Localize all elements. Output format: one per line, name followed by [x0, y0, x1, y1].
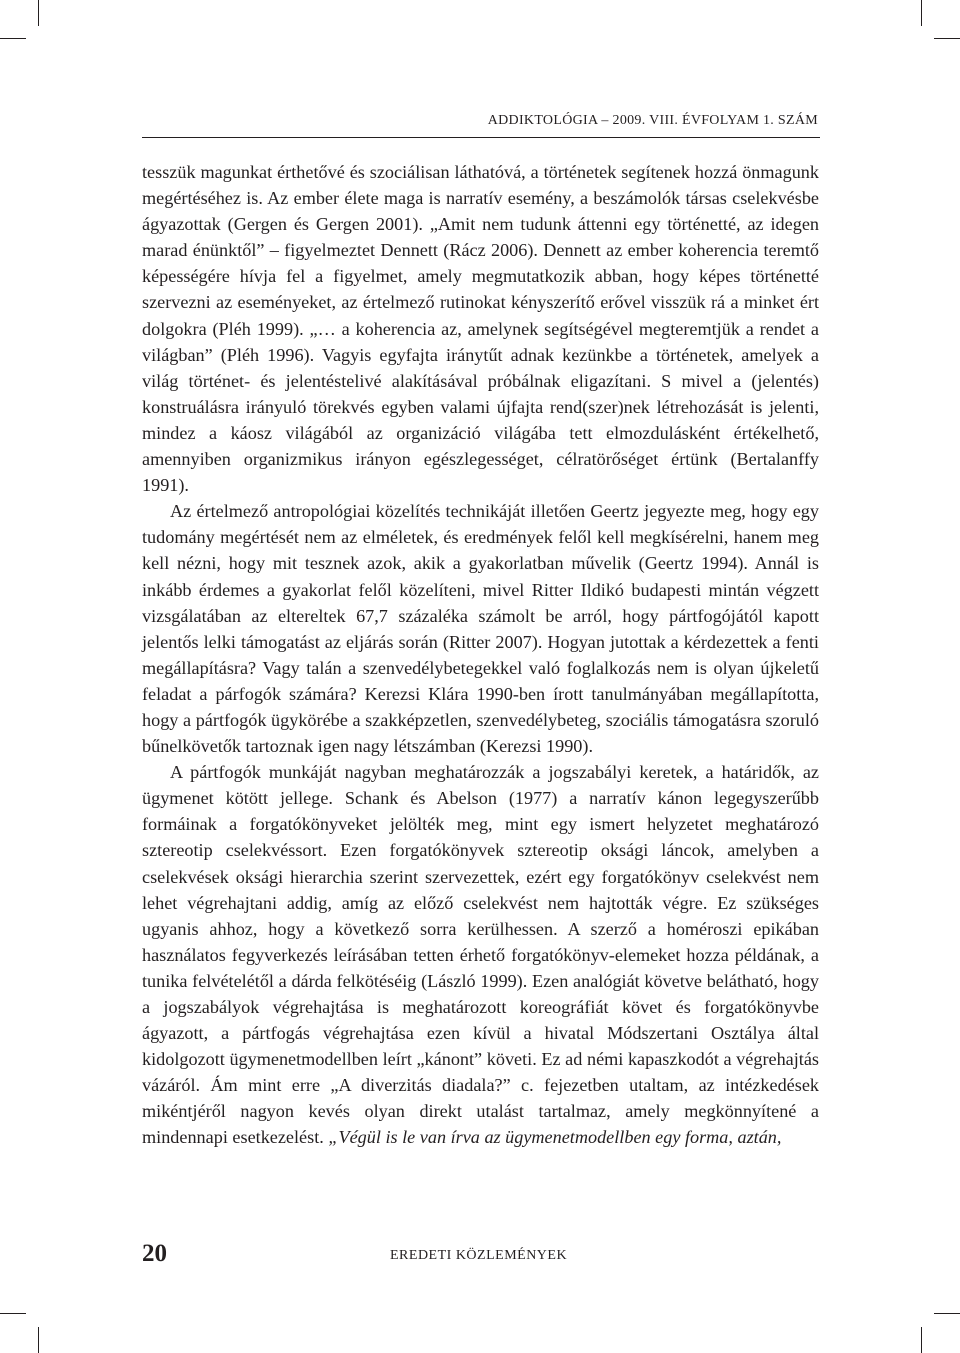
crop-mark [934, 1313, 960, 1314]
italic-quote: „Végül is le van írva az ügymenetmodellben egy forma, aztán, [328, 1127, 782, 1148]
paragraph: tesszük magunkat érthetővé és szociálisan láthatóvá, a történetek segítenek hozzá önmagunk megértéséhez is. Az ember élete maga is narratív esemény, a beszámolók társas cselekvésbe ágyazottak (Gergen és Gergen 2001). „Amit nem tudunk áttenni egy történetté, az idegen marad énünktől” – figyelmeztet Dennett (Rácz 2006). Dennett az ember koherencia teremtő képességére hívja fel a figyelmet, amely megmutatkozik abban, hogy képes történetté szervezni az eseményeket, az értelmező rutinokat kényszerítő erővel visszük rá a minket ért dolgokra (Pléh 1999). „… a koherencia az, amelynek segítségével megteremtjük a rendet a világban” (Pléh 1996). Vagyis egyfajta iránytűt adnak kezünkbe a történetek, amelyek a világ történet- és jelentéstelivé alakításával próbálnak eligazítani. S mivel a (jelentés) konstruálásra irányuló törekvés egyben valami újfajta rend(szer)nek létrehozását is jelenti, mindez a káosz világából az organizáció világába tett elmozdulásként értékelhető, amennyiben organizmikus irányon egészlegességet, célratörőséget értünk (Bertalanffy 1991). [142, 162, 819, 496]
crop-mark [921, 1327, 922, 1353]
section-label: EREDETI KÖZLEMÉNYEK [390, 1248, 568, 1263]
crop-mark [934, 38, 960, 39]
paragraph: Az értelmező antropológiai közelítés technikáját illetően Geertz jegyezte meg, hogy egy tudomány megértését nem az elméletek, és eredmények felől kell megkísérelni, hanem meg kell nézni, hogy mit tesznek azok, akik a gyakorlatban művelik (Geertz 1994). Annál is inkább érdemes a gyakorlat felől közelíteni, mivel Ritter Ildikó budapesti mintán végzett vizsgálatában az eltereltek 67,7 százaléka számolt be arról, hogy pártfogójától kapott jelentős lelki támogatást az eljárás során (Ritter 2007). Hogyan jutottak a kérdezettek a fenti megállapításra? Vagy talán a szenvedélybetegekkel való foglalkozás nem is olyan újkeletű feladat a párfogók számára? Kerezsi Klára 1990-ben írott tanulmányában megállapította, hogy a pártfogók ügykörébe a szakképzetlen, szenvedélybeteg, szociális támogatásra szoruló bűnelkövetők tartoznak igen nagy létszámban (Kerezsi 1990). [142, 501, 819, 757]
running-header: ADDIKTOLÓGIA – 2009. VIII. ÉVFOLYAM 1. SZÁM [487, 113, 818, 128]
body-text [142, 159, 819, 1151]
page-number: 20 [142, 1240, 167, 1267]
crop-mark [0, 38, 26, 39]
paragraph [142, 759, 819, 1150]
paragraph-text: A pártfogók munkáját nagyban meghatározzák a jogszabályi keretek, a határidők, az ügymenet kötött jellege. Schank és Abelson (1977) a narratív kánon legegyszerűbb formáinak a forgatókönyveket jelölték meg, mint egy ismert helyzetet meghatározó sztereotip cselekvéssort. Ezen forgatókönyvek sztereotip oksági láncok, amelyben a cselekvések oksági hierarchia szerint szervezettek, ezért egy forgatókönyv cselekvést nem lehet végrehajtani addig, amíg az előző cselekvést nem hajtották végre. Ez szükséges ugyanis ahhoz, hogy a következő sorra kerülhessen. A szerző a homéroszi epikában használatos fegyverkezés leírásában tetten érhető forgatókönyv-elemeket hozza példának, a tunika felvételétől a dárda felkötéséig (László 1999). Ezen analógiát követve belátható, hogy a jogszabályok végrehajtása is meghatározott koreográfiát követ és forgatókönyvbe ágyazott, a pártfogás végrehajtása ezen kívül a hivatal Módszertani Osztálya által kidolgozott ügymenetmodellben leírt „kánont” követi. Ez ad némi kapaszkodót a végrehajtás vázáról. Ám mint erre „A diverzitás diadala?” c. fejezetben utaltam, az intézkedések mikéntjéről nagyon kevés olyan direkt utalást tartalmaz, amely megkönnyítené a mindennapi esetkezelést. [142, 762, 819, 1148]
crop-mark [38, 0, 39, 26]
crop-mark [921, 0, 922, 26]
crop-mark [38, 1327, 39, 1353]
header-rule [142, 137, 820, 138]
crop-mark [0, 1313, 26, 1314]
